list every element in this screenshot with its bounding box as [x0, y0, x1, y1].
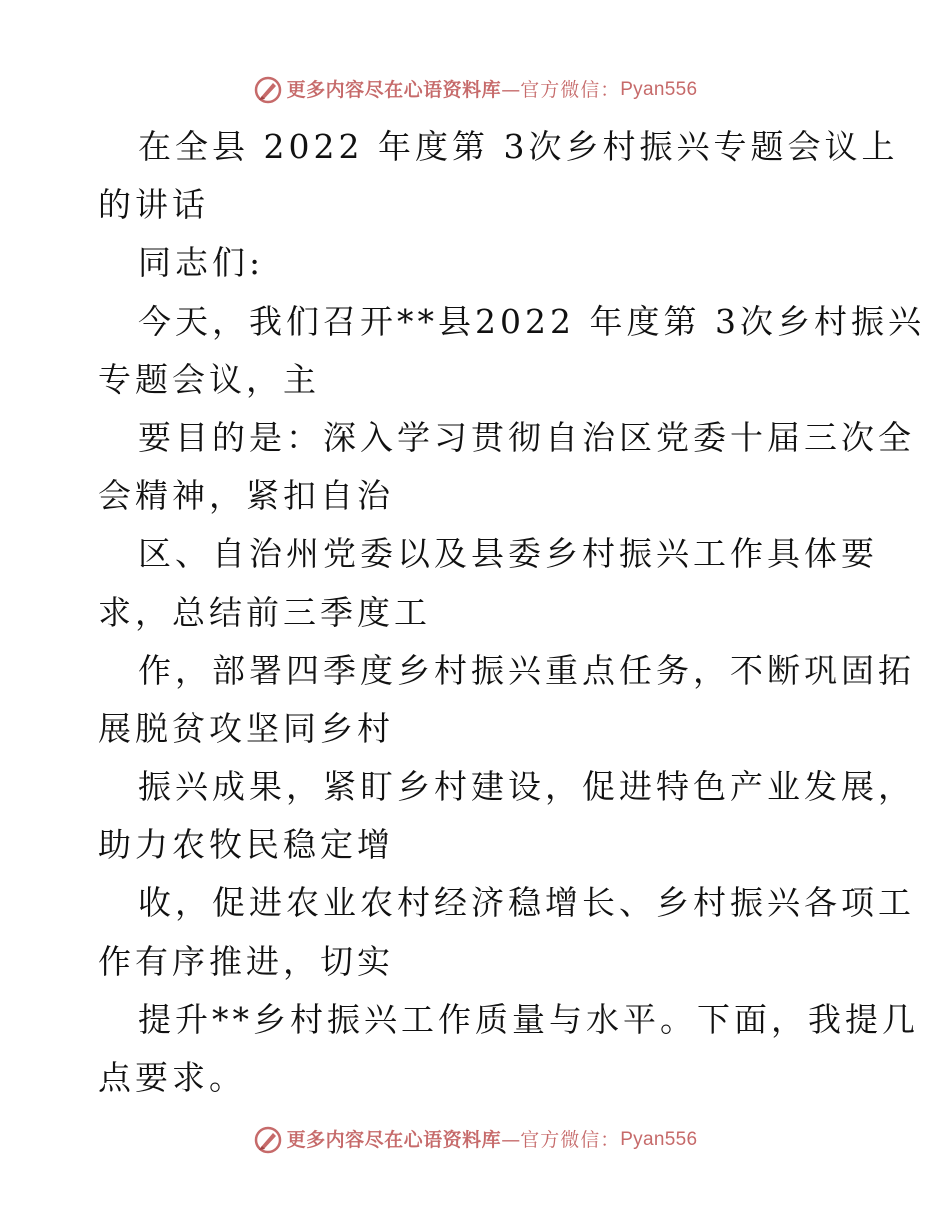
footer-watermark — [0, 1122, 950, 1158]
paragraph-line: 要目的是：深入学习贯彻自治区党委十届三次全 — [138, 417, 915, 457]
document-body — [98, 118, 925, 1107]
watermark-text: 更多内容尽在心语资料库 — [286, 79, 502, 101]
paragraph-line: 今天，我们召开**县2022 年度第 3次乡村振兴 — [138, 301, 925, 341]
watermark-wechat-id: Pyan556 — [620, 1129, 698, 1150]
paragraph-line: 展脱贫攻坚同乡村 — [98, 708, 394, 748]
paragraph-line: 收，促进农业农村经济稳增长、乡村振兴各项工 — [138, 883, 915, 923]
watermark-dash: — — [501, 79, 521, 101]
title-line-1: 在全县 2022 年度第 3次乡村振兴专题会议上 — [138, 127, 899, 166]
pen-logo-icon — [253, 75, 283, 105]
paragraph-line: 区、自治州党委以及县委乡村振兴工作具体要 — [138, 534, 878, 574]
title-line-2: 的讲话 — [98, 185, 209, 225]
paragraph-line: 作有序推进，切实 — [98, 941, 394, 981]
watermark-text: 更多内容尽在心语资料库 — [286, 1129, 502, 1151]
pen-logo-icon — [253, 1125, 283, 1155]
paragraph-line: 会精神，紧扣自治 — [98, 476, 394, 516]
watermark-wechat-id: Pyan556 — [620, 79, 698, 100]
paragraph-line: 专题会议，主 — [98, 359, 320, 399]
watermark-wechat-label: 官方微信： — [520, 79, 621, 101]
watermark-wechat-label: 官方微信： — [520, 1129, 621, 1151]
paragraph-line: 助力农牧民稳定增 — [98, 825, 394, 865]
paragraph-line: 振兴成果，紧盯乡村建设，促进特色产业发展， — [138, 767, 915, 807]
watermark-dash: — — [501, 1129, 521, 1151]
paragraph-line: 提升**乡村振兴工作质量与水平。下面，我提几 — [138, 999, 919, 1039]
salutation: 同志们: — [138, 243, 265, 283]
header-watermark — [0, 72, 950, 108]
paragraph-line: 求，总结前三季度工 — [98, 592, 431, 632]
paragraph-line: 点要求。 — [98, 1058, 246, 1097]
paragraph-line: 作，部署四季度乡村振兴重点任务，不断巩固拓 — [138, 650, 915, 690]
